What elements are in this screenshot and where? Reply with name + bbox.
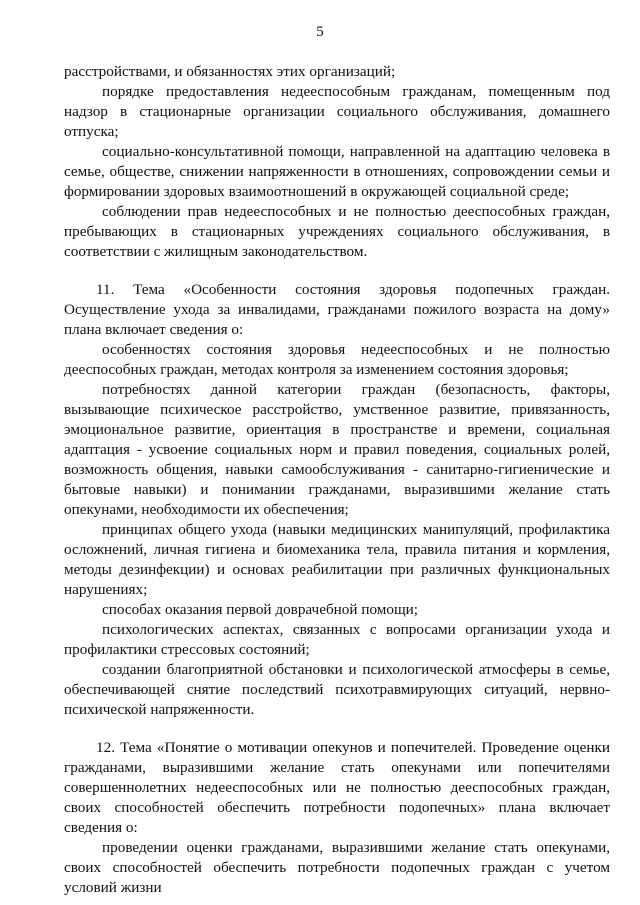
paragraph: социально-консультативной помощи, направленной на адаптацию человека в семье, обществе, снижении напряженности в отношениях, сопровождении семьи и формировании здоровых взаимоотношений в окружающей социальной среде; [64,143,610,200]
paragraph: проведении оценки гражданами, выразившими желание стать опекунами, своих способностей обеспечить потребности подопечных граждан с учетом условий жизни [64,839,610,896]
paragraph: потребностях данной категории граждан (безопасность, факторы, вызывающие психическое расстройство, умственное развитие, привязанность, эмоциональное развитие, ориентация в пространстве и времени, социальная адаптация - усвоение социальных норм и правил поведения, социальных ролей, возможность общения, навыки самообслуживания - санитарно-гигиенические и бытовые навыки) и понимании гражданами, выразившими желание стать опекунами, необходимости их обеспечения; [64,381,610,518]
paragraph: психологических аспектах, связанных с вопросами организации ухода и профилактики стрессовых состояний; [64,621,610,658]
paragraph: особенностях состояния здоровья недееспособных и не полностью дееспособных граждан, методах контроля за изменением состояния здоровья; [64,341,610,378]
paragraph: порядке предоставления недееспособным гражданам, помещенным под надзор в стационарные организации социального обслуживания, домашнего отпуска; [64,83,610,140]
paragraph: расстройствами, и обязанностях этих организаций; [64,63,396,80]
paragraph: способах оказания первой доврачебной помощи; [102,601,418,618]
page-number: 5 [316,24,324,40]
document-body [64,62,610,898]
paragraph: создании благоприятной обстановки и психологической атмосферы в семье, обеспечивающей снятие последствий психотравмирующих ситуаций, нервно-психической напряженности. [64,661,610,718]
paragraph: 11. Тема «Особенности состояния здоровья подопечных граждан. Осуществление ухода за инвалидами, гражданами пожилого возраста на дому» плана включает сведения о: [64,281,610,338]
paragraph: 12. Тема «Понятие о мотивации опекунов и попечителей. Проведение оценки гражданами, выразившими желание стать опекунами или попечителями совершеннолетних недееспособных или не полностью дееспособных граждан, своих способностей обеспечить потребности подопечных» плана включает сведения о: [64,739,610,836]
paragraph: принципах общего ухода (навыки медицинских манипуляций, профилактика осложнений, личная гигиена и биомеханика тела, правила питания и кормления, методы дезинфекции) и основах реабилитации при различных функциональных нарушениях; [64,521,610,598]
paragraph: соблюдении прав недееспособных и не полностью дееспособных граждан, пребывающих в стационарных учреждениях социального обслуживания, в соответствии с жилищным законодательством. [64,203,610,260]
